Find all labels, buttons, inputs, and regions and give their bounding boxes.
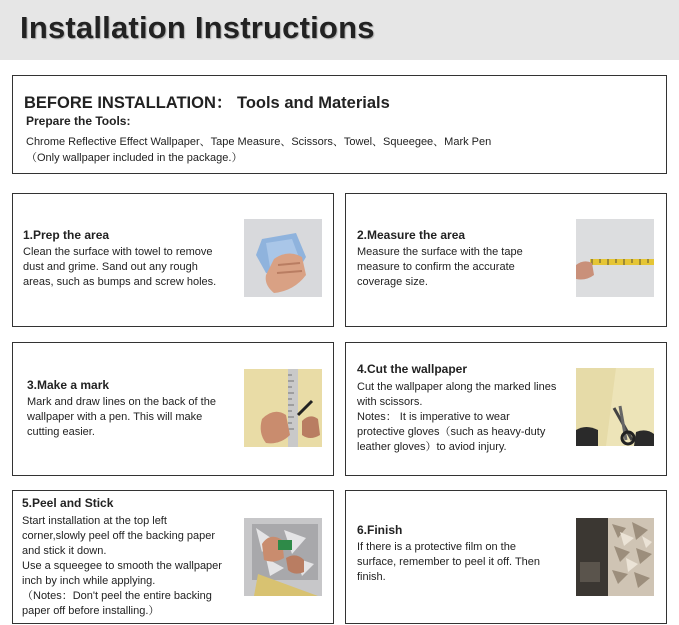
step-line: coverage size.: [357, 276, 428, 288]
finished-wall-photo: [576, 518, 654, 596]
step-card-prep: [12, 193, 334, 327]
package-note: （Only wallpaper included in the package.）: [26, 152, 243, 164]
towel-cleaning-photo: [244, 219, 322, 297]
step-line: If there is a protective film on the: [357, 541, 516, 553]
step-description: [23, 245, 216, 290]
step-line: Mark and draw lines on the back of the: [27, 396, 216, 408]
step-line: with scissors.: [357, 396, 423, 408]
step-title: 4.Cut the wallpaper: [357, 362, 468, 376]
step-line: inch by inch while applying.: [22, 575, 156, 587]
step-description: [27, 395, 216, 440]
step-description: [22, 514, 222, 619]
page-title: Installation Instructions: [20, 10, 375, 45]
step-title: 5.Peel and Stick: [22, 496, 114, 510]
scissors-cutting-photo: [576, 368, 654, 446]
step-line: protective gloves（such as heavy-duty: [357, 426, 546, 438]
step-card-cut: [345, 342, 667, 476]
step-line: Use a squeegee to smooth the wallpaper: [22, 560, 222, 572]
step-line: wallpaper with a pen. This will make: [27, 411, 203, 423]
step-card-finish: [345, 490, 667, 624]
step-line: areas, such as bumps and screw holes.: [23, 276, 217, 288]
tools-list: Chrome Reflective Effect Wallpaper、Tape Measure、Scissors、Towel、Squeegee、Mark Pen: [26, 136, 492, 148]
step-line: Start installation at the top left: [22, 515, 167, 527]
prepare-tools-label: Prepare the Tools:: [26, 114, 131, 128]
step-card-measure: [345, 193, 667, 327]
step-description: [357, 245, 523, 290]
step-line: surface, remember to peel it off. Then: [357, 556, 541, 568]
step-description: [357, 540, 540, 585]
step-title: 3.Make a mark: [27, 378, 110, 392]
step-line: and stick it down.: [22, 545, 107, 557]
peel-stick-photo: [244, 518, 322, 596]
step-line: leather gloves）to aviod injury.: [357, 441, 507, 453]
step-line: Notes： It is imperative to wear: [357, 411, 510, 423]
step-title: 1.Prep the area: [23, 228, 110, 242]
before-installation-title: BEFORE INSTALLATION： Tools and Materials: [24, 94, 390, 112]
step-card-mark: [12, 342, 334, 476]
header-bar: [0, 0, 679, 60]
step-line: corner,slowly peel off the backing paper: [22, 530, 216, 542]
step-line: Measure the surface with the tape: [357, 246, 523, 258]
step-card-peel-stick: [12, 490, 334, 624]
step-line: Clean the surface with towel to remove: [23, 246, 213, 258]
step-line: （Notes：Don't peel the entire backing: [22, 590, 212, 602]
tape-measure-photo: [576, 219, 654, 297]
step-line: paper off before installing.）: [22, 605, 160, 617]
step-line: dust and grime. Sand out any rough: [23, 261, 198, 273]
before-installation-panel: [12, 75, 667, 174]
step-line: finish.: [357, 571, 386, 583]
step-line: cutting easier.: [27, 426, 95, 438]
step-title: 6.Finish: [357, 523, 403, 537]
step-title: 2.Measure the area: [357, 228, 466, 242]
step-line: Cut the wallpaper along the marked lines: [357, 381, 557, 393]
ruler-marking-photo: [244, 369, 322, 447]
step-description: [357, 380, 556, 455]
step-line: measure to confirm the accurate: [357, 261, 515, 273]
